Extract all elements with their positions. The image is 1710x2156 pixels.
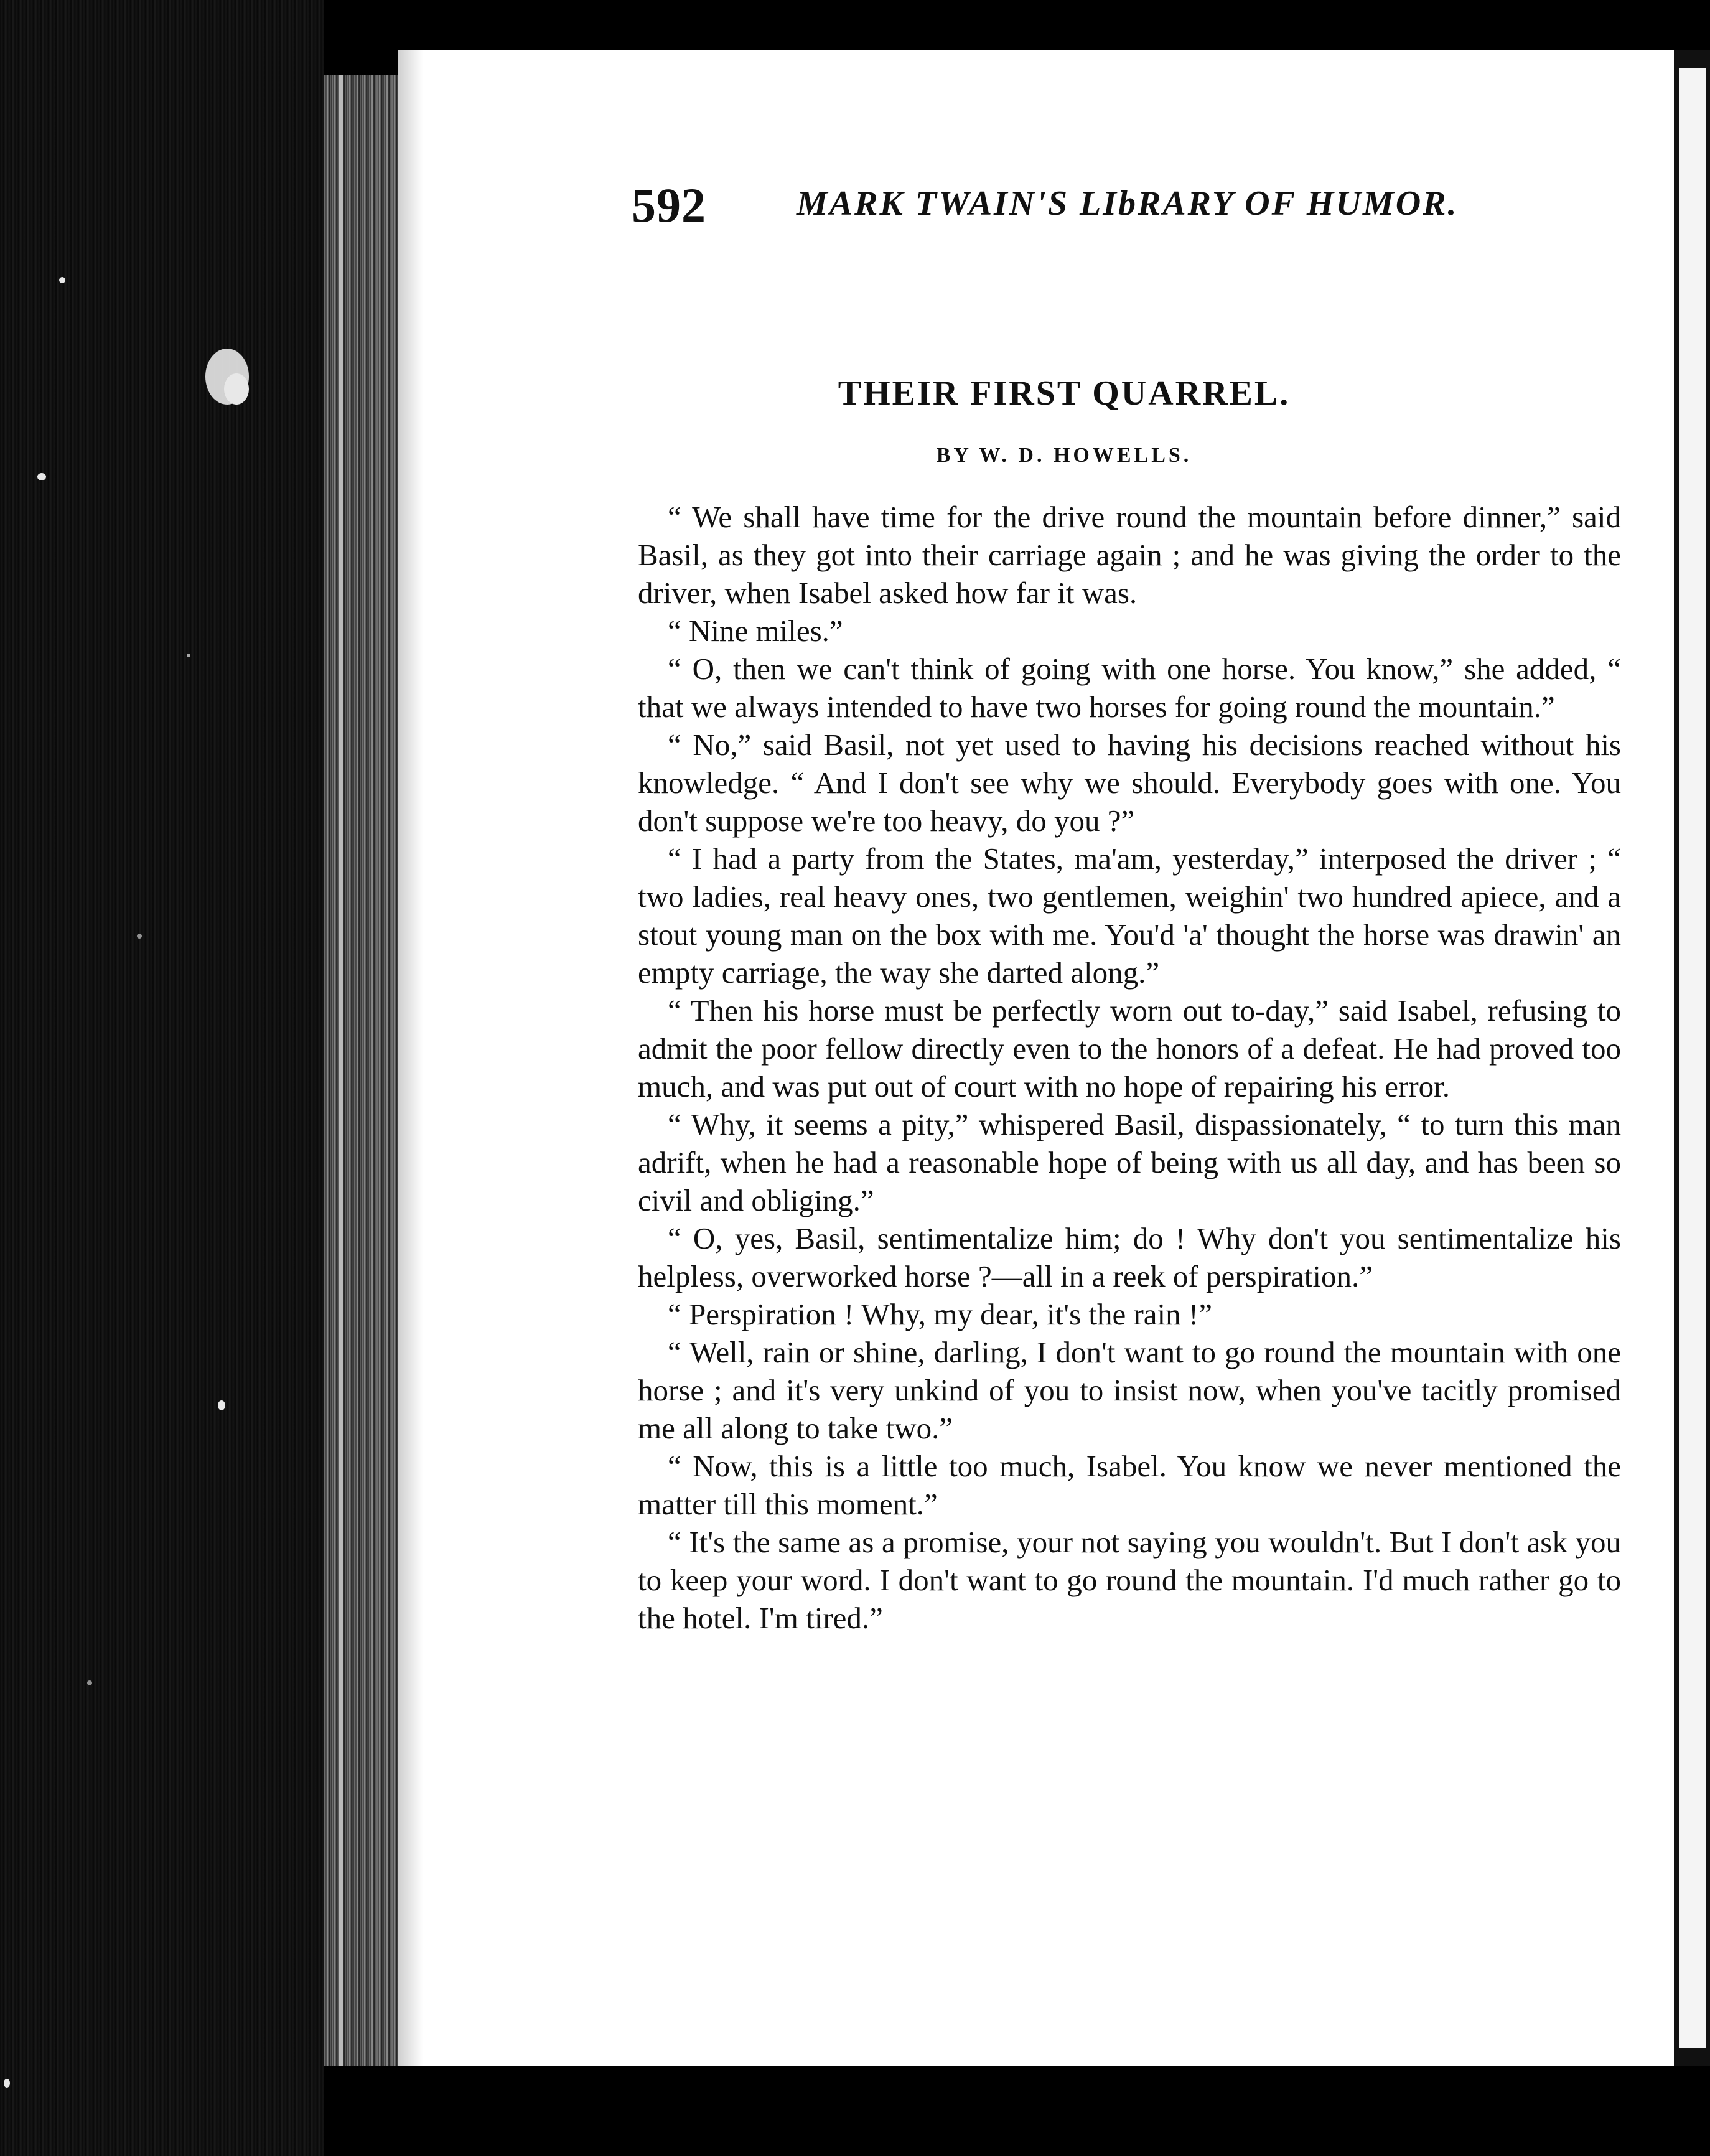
paragraph: “ Perspiration ! Why, my dear, it's the rain !” (668, 1297, 1212, 1331)
running-head: MARK TWAIN'S LIbRARY OF HUMOR. (797, 184, 1459, 223)
spine-speck (37, 473, 46, 480)
spine-speck (187, 654, 190, 657)
page-fore-edge (324, 75, 398, 2066)
page-number: 592 (632, 178, 706, 232)
paragraph: “ Then his horse must be perfectly worn out to-day,” said Isabel, refusing to admit the poor fellow directly even to the honors of a defeat. He had proved too much, and was put out of court with no hope of repairing his error. (638, 993, 1621, 1104)
page-edge-highlight (339, 75, 343, 2066)
spine-speck (224, 373, 249, 405)
spine-speck (137, 934, 142, 939)
next-page-edge (1679, 68, 1706, 2048)
paragraph: “ Well, rain or shine, darling, I don't want to go round the mountain with one horse ; and it's very unkind of you to insist now, when you've tacitly promised me all along to take two.” (638, 1335, 1621, 1445)
paragraph: “ Nine miles.” (668, 614, 843, 648)
paragraph: “ Why, it seems a pity,” whispered Basil, dispassionately, “ to turn this man adrift, when he had a reasonable hope of being with us all day, and has been so civil and obliging.” (638, 1107, 1621, 1217)
paragraph: “ Now, this is a little too much, Isabel. You know we never mentioned the matter till this moment.” (638, 1449, 1621, 1521)
book-spine (0, 0, 324, 2156)
paragraph: “ No,” said Basil, not yet used to having his decisions reached without his knowledge. “ And I don't see why we should. Everybody goes with one. You don't suppose we're too heavy, do you ?” (638, 728, 1621, 838)
spine-speck (59, 277, 65, 283)
article-byline: BY W. D. HOWELLS. (936, 444, 1192, 467)
article-body (638, 498, 1621, 1637)
paragraph: “ O, yes, Basil, sentimentalize him; do ! Why don't you sentimentalize his helpless, overworked horse ?—all in a reek of perspiration.” (638, 1221, 1621, 1293)
page-gutter-shadow (398, 50, 423, 2066)
spine-speck (87, 1680, 92, 1685)
printed-page (398, 50, 1674, 2066)
spine-speck (218, 1400, 225, 1410)
paragraph: “ I had a party from the States, ma'am, yesterday,” interposed the driver ; “ two ladies, real heavy ones, two gentlemen, weighin' two hundred apiece, and a stout young man on the box with me. You'd 'a' thought the horse was drawin' an empty carriage, the way she darted along.” (638, 841, 1621, 990)
paragraph: “ We shall have time for the drive round the mountain before dinner,” said Basil, as they got into their carriage again ; and he was giving the order to the driver, when Isabel asked how far it was. (638, 500, 1621, 610)
paragraph: “ It's the same as a promise, your not saying you wouldn't. But I don't ask you to keep your word. I don't want to go round the mountain. I'd much rather go to the hotel. I'm tired.” (638, 1525, 1621, 1635)
next-page-sliver (1674, 50, 1710, 2066)
article-title: THEIR FIRST QUARREL. (838, 374, 1291, 413)
spine-speck (4, 2079, 10, 2088)
paragraph: “ O, then we can't think of going with one horse. You know,” she added, “ that we always intended to have two horses for going round the mountain.” (638, 652, 1621, 724)
